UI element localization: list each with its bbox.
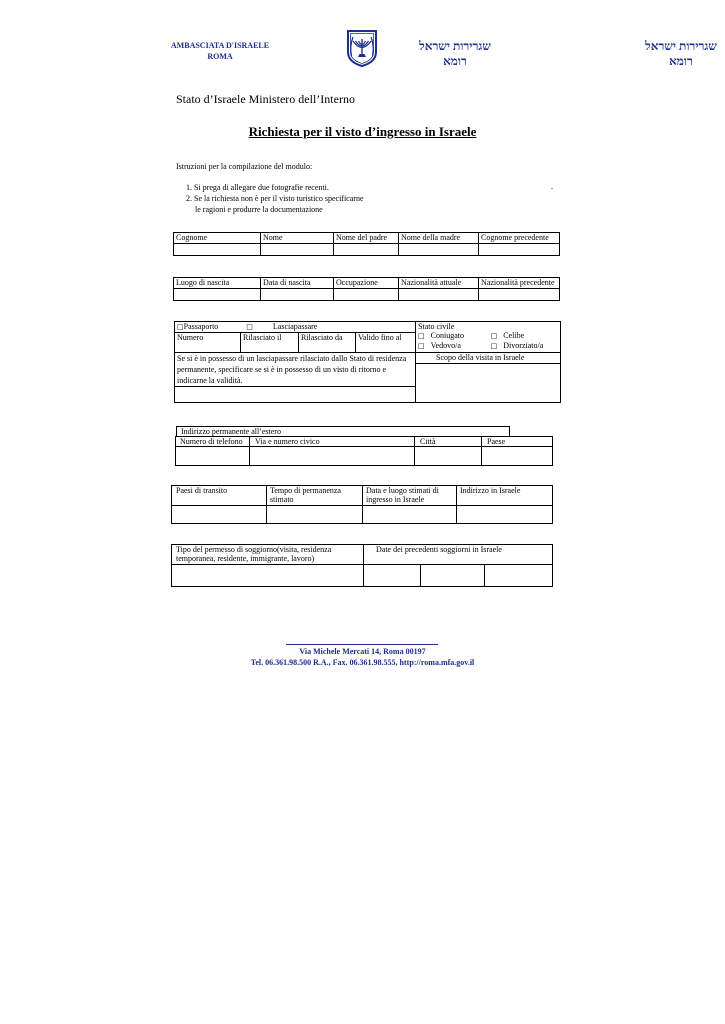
header-nome: Nome	[261, 233, 334, 244]
header-nome-padre: Nome del padre	[334, 233, 399, 244]
input-occupazione[interactable]	[334, 289, 399, 301]
footer-address: Via Michele Mercati 14, Roma 00197	[299, 647, 426, 656]
header-tipo-permesso: Tipo del permesso di soggiorno(visita, residenza temporanea, residente, immigrante, lavoro)	[172, 545, 364, 565]
input-indirizzo-israele[interactable]	[457, 506, 553, 524]
input-via[interactable]	[250, 447, 415, 466]
input-tempo-permanenza[interactable]	[267, 506, 363, 524]
input-laissez-passer-note[interactable]	[175, 387, 416, 403]
footer-contacts: Tel. 06.361.98.500 R.A., Fax. 06.361.98.555, http://roma.mfa.gov.il	[250, 658, 475, 667]
header-occupazione: Occupazione	[334, 278, 399, 289]
embassy-name-hebrew-right	[637, 39, 725, 69]
instructions-list	[186, 182, 364, 215]
header-numero: Numero	[175, 333, 241, 353]
header-cognome: Cognome	[174, 233, 261, 244]
passport-label: Passaporto	[183, 322, 219, 331]
header-paese: Paese	[482, 437, 553, 447]
footer-divider	[286, 644, 438, 645]
header-paesi-transito: Paesi di transito	[172, 486, 267, 506]
header-nazionalita-precedente: Nazionalità precedente	[479, 278, 560, 289]
instruction-item-2-cont: le ragioni e produrre la documentazione	[195, 205, 323, 214]
header-cognome-precedente: Cognome precedente	[479, 233, 560, 244]
input-telefono[interactable]	[176, 447, 250, 466]
input-luogo-nascita[interactable]	[174, 289, 261, 301]
civil-status-cell	[416, 322, 561, 353]
input-data-nascita[interactable]	[261, 289, 334, 301]
laissez-passer-label: Lasciapassare	[272, 322, 318, 331]
widowed-checkbox[interactable]: □	[418, 342, 425, 350]
married-label: Coniugato	[430, 331, 464, 340]
header-rilasciato-il: Rilasciato il	[241, 333, 299, 353]
married-checkbox[interactable]: □	[418, 332, 425, 340]
header-data-nascita: Data di nascita	[261, 278, 334, 289]
document-civil-status-table	[174, 321, 561, 403]
divorced-label: Divorziato/a	[503, 341, 544, 350]
header-luogo-nascita: Luogo di nascita	[174, 278, 261, 289]
input-tipo-permesso[interactable]	[172, 565, 364, 587]
header-telefono: Numero di telefono	[176, 437, 250, 447]
embassy-he-line2-right: רומא	[669, 54, 693, 68]
address-abroad-table	[175, 436, 553, 466]
visit-purpose-cell	[416, 353, 561, 403]
single-checkbox[interactable]: □	[490, 332, 498, 340]
widowed-label: Vedovo/a	[430, 341, 461, 350]
header-valido-fino: Valido fino al	[356, 333, 416, 353]
header-nazionalita-attuale: Nazionalità attuale	[399, 278, 479, 289]
form-title: Richiesta per il visto d’ingresso in Israele	[248, 124, 477, 139]
header-citta: Città	[415, 437, 482, 447]
embassy-it-line2: ROMA	[207, 52, 233, 61]
embassy-he-line1-right: שגרירות ישראל	[645, 39, 717, 53]
ministry-heading: Stato d’Israele Ministero dell’Interno	[176, 92, 355, 106]
input-visit-purpose[interactable]	[416, 364, 560, 402]
instruction-item-2: 2. Se la richiesta non è per il visto turistico specificarne	[186, 194, 364, 203]
embassy-he-line1: שגרירות ישראל	[419, 39, 491, 53]
input-soggiorno-2[interactable]	[421, 565, 485, 587]
visit-purpose-label: Scopo della visita in Israele	[416, 353, 560, 364]
header-via: Via e numero civico	[250, 437, 415, 447]
address-abroad-heading: Indirizzo permanente all’estero	[177, 427, 510, 437]
header-indirizzo-israele: Indirizzo in Israele	[457, 486, 553, 506]
laissez-passer-checkbox[interactable]: □	[246, 323, 253, 331]
input-cognome-precedente[interactable]	[479, 244, 560, 256]
input-nazionalita-attuale[interactable]	[399, 289, 479, 301]
input-nome[interactable]	[261, 244, 334, 256]
transit-entry-table	[171, 485, 553, 524]
instructions-dot: .	[551, 182, 553, 191]
input-data-ingresso[interactable]	[363, 506, 457, 524]
laissez-passer-note: Se si è in possesso di un lasciapassare rilasciato dallo Stato di residenza permanente, specificare se si è in possesso di un visto di ritorno e indicarne la validità.	[175, 353, 416, 387]
embassy-name-hebrew	[410, 39, 500, 69]
divorced-checkbox[interactable]: □	[490, 342, 498, 350]
input-nazionalita-precedente[interactable]	[479, 289, 560, 301]
personal-names-table	[173, 232, 560, 256]
embassy-name-italian	[160, 40, 280, 62]
header-nome-madre: Nome della madre	[399, 233, 479, 244]
input-citta[interactable]	[415, 447, 482, 466]
header-precedenti-soggiorni: Date dei precedenti soggiorni in Israele	[364, 545, 553, 565]
embassy-he-line2: רומא	[443, 54, 467, 68]
civil-status-label: Stato civile	[418, 322, 455, 331]
input-cognome[interactable]	[174, 244, 261, 256]
header-rilasciato-da: Rilasciato da	[299, 333, 356, 353]
permit-previous-stays-table	[171, 544, 553, 587]
single-label: Celibe	[503, 331, 525, 340]
input-nome-padre[interactable]	[334, 244, 399, 256]
header-tempo-permanenza: Tempo di permanenza stimato	[267, 486, 363, 506]
input-paesi-transito[interactable]	[172, 506, 267, 524]
document-type-row	[175, 322, 416, 333]
input-soggiorno-3[interactable]	[485, 565, 553, 587]
input-paese[interactable]	[482, 447, 553, 466]
passport-checkbox[interactable]: □	[177, 323, 184, 331]
state-emblem-icon	[342, 28, 382, 68]
header-data-ingresso: Data e luogo stimati di ingresso in Israele	[363, 486, 457, 506]
instruction-item-1: 1. Si prega di allegare due fotografie recenti.	[186, 183, 329, 192]
input-nome-madre[interactable]	[399, 244, 479, 256]
input-soggiorno-1[interactable]	[364, 565, 421, 587]
instructions-heading: Istruzioni per la compilazione del modulo:	[176, 162, 313, 171]
embassy-it-line1: AMBASCIATA D'ISRAELE	[170, 41, 270, 50]
birth-nationality-table	[173, 277, 560, 301]
